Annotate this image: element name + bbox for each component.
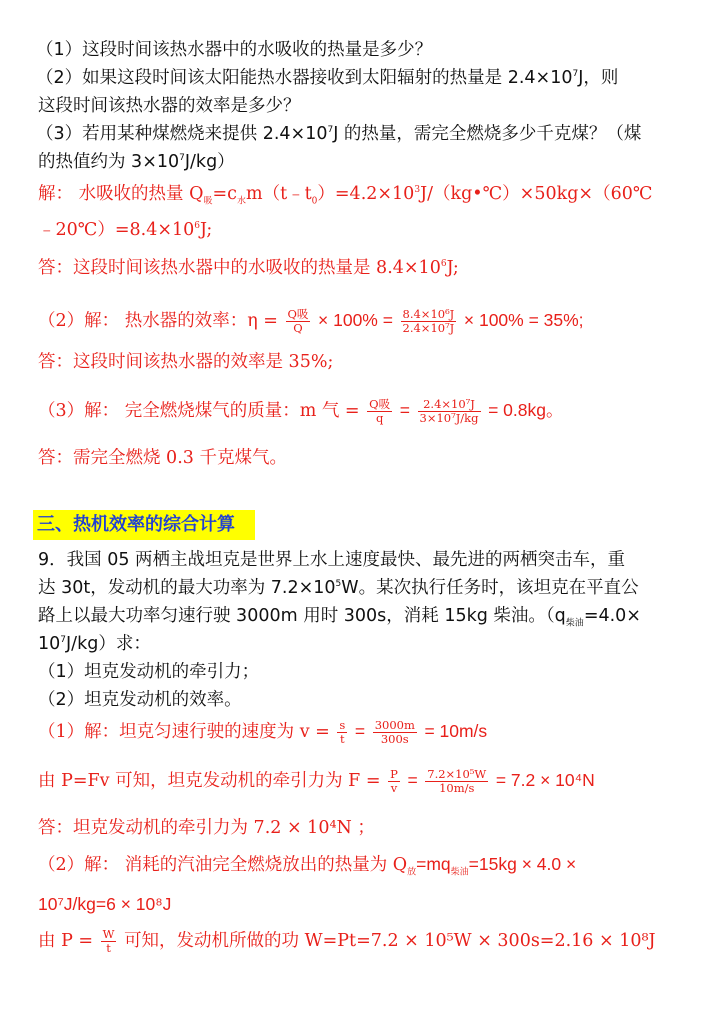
s2-f1-num: Q吸 — [287, 307, 309, 321]
s2-fraction-2 — [401, 308, 457, 335]
a3-text: 答：需完全燃烧 0.3 千克煤气。 — [38, 448, 287, 468]
p9-sub-3: 柴油 — [565, 618, 584, 629]
s3-end: = 0.8kg。 — [488, 400, 564, 420]
tank-solution-3 — [38, 852, 576, 877]
t1-end: = 10m/s — [424, 721, 488, 741]
p9-text-2: 达 30t，发动机的最大功率为 7.2×10 — [38, 578, 336, 598]
t1-fraction-1 — [337, 719, 347, 746]
t2-fraction-1 — [388, 768, 400, 795]
t1-mid: = — [354, 721, 366, 741]
question-1 — [36, 38, 432, 62]
s3-mid: = — [399, 400, 410, 420]
question-2-cont — [38, 94, 301, 118]
section-heading: 三、热机效率的综合计算 — [33, 510, 255, 540]
s1-sub-zero: 0 — [311, 196, 318, 207]
answer-1 — [38, 256, 459, 280]
s3-f2-num: 2.4×10⁷J — [423, 397, 475, 411]
problem-9-question-1 — [38, 660, 259, 684]
t5-text: 10⁷J/kg=6 × 10⁸J — [38, 894, 172, 914]
q2-text-cont: 这段时间该热水器的效率是多少？ — [38, 96, 301, 116]
t4-text: （2）解： 消耗的汽油完全燃烧放出的热量为 Q — [38, 855, 408, 875]
q3-text-end: J 的热量，需完全燃烧多少千克煤？（煤 — [333, 124, 642, 144]
s2-fraction-1 — [286, 308, 311, 335]
p9-q1-text: （1）坦克发动机的牵引力； — [38, 662, 260, 682]
s1-mid3: ）=4.2×10 — [317, 184, 415, 204]
s2-text: （2）解： 热水器的效率：η = — [38, 311, 278, 331]
t4-end: =15kg × 4.0 × — [468, 854, 577, 874]
solution-1-cont — [38, 218, 212, 242]
s2-mid: × 100% = — [318, 310, 393, 330]
t2-text: 由 P=Fv 可知，坦克发动机的牵引力为 F = — [38, 771, 381, 791]
s2-f2-num: 8.4×10⁶J — [402, 307, 455, 321]
q3-cont-text: 的热值约为 3×10 — [38, 152, 180, 172]
p9-text-2-end: W。某次执行任务时，该坦克在平直公 — [341, 578, 639, 598]
p9-exp-4: 7 — [60, 635, 67, 646]
s3-f2-den: 3×10⁷J/kg — [419, 411, 479, 425]
a1-end: J; — [446, 258, 459, 278]
tank-solution-1 — [38, 714, 487, 749]
t1-f1-num: s — [339, 718, 346, 732]
t2-f2-num: 7.2×10⁵W — [427, 767, 487, 781]
q2-exp: 7 — [572, 69, 579, 80]
s1-cont-exp: 6 — [194, 221, 201, 232]
q3-cont-end: J/kg） — [184, 152, 235, 172]
t4-sub-diesel: 柴油 — [450, 867, 469, 878]
t6-fraction — [101, 928, 117, 955]
t2-f1-den: v — [390, 781, 398, 795]
q3-exp: 7 — [327, 125, 334, 136]
p9-text-1: 9．我国 05 两栖主战坦克是世界上水上速度最快、最先进的两栖突击车，重 — [38, 550, 626, 570]
p9-q2-text: （2）坦克发动机的效率。 — [38, 690, 242, 710]
s3-text: （3）解： 完全燃烧煤气的质量：m 气 = — [38, 401, 360, 421]
question-2 — [36, 66, 618, 90]
p9-text-3-end: =4.0× — [583, 606, 641, 626]
q2-text-end: J，则 — [578, 68, 619, 88]
t6-f-num: W — [102, 927, 115, 941]
tank-solution-4 — [38, 924, 656, 958]
s2-f2-den: 2.4×10⁷J — [402, 321, 455, 335]
solution-1 — [38, 182, 652, 206]
s1-cont-end: J; — [200, 220, 213, 240]
a2-text: 答：这段时间该热水器的效率是 35%; — [38, 352, 334, 372]
t4-sub-release: 放 — [407, 867, 417, 878]
q3-text: （3）若用某种煤燃烧来提供 2.4×10 — [36, 124, 328, 144]
t1-fraction-2 — [373, 719, 417, 746]
problem-9-line-4 — [38, 632, 151, 656]
s2-f1-den: Q — [293, 321, 303, 335]
s1-end: J/（kg•℃）×50kg×（60℃ — [420, 184, 653, 204]
t6-text: 由 P = — [38, 931, 94, 951]
answer-2 — [38, 350, 333, 374]
t1-f2-num: 3000m — [374, 718, 415, 732]
t6-f-den: t — [106, 941, 111, 955]
p9-text-4-end: J/kg）求： — [66, 634, 151, 654]
question-3-cont — [38, 150, 235, 174]
s2-end: × 100% = 35%; — [463, 310, 584, 330]
s1-sub-absorb: 吸 — [203, 196, 213, 207]
problem-9-line-2 — [38, 576, 639, 600]
solution-2 — [38, 303, 584, 338]
s3-f1-den: q — [375, 411, 384, 425]
s3-fraction-2 — [418, 398, 481, 425]
s1-exp: 3 — [414, 185, 421, 196]
t2-mid: = — [407, 770, 418, 790]
t2-fraction-2 — [425, 768, 488, 795]
s1-sub-water: 水 — [236, 196, 246, 207]
solution-3 — [38, 393, 564, 428]
t1-f2-den: 300s — [380, 732, 409, 746]
s3-f1-num: Q吸 — [369, 397, 391, 411]
s1-text: 解： 水吸收的热量 Q — [38, 184, 204, 204]
question-1-text: （1）这段时间该热水器中的水吸收的热量是多少？ — [36, 40, 433, 60]
problem-9-line-3 — [38, 604, 641, 628]
t6-end: 可知，发动机所做的功 W=Pt=7.2 × 10⁵W × 300s=2.16 × 10⁸J — [124, 931, 656, 951]
p9-text-3: 路上以最大功率匀速行驶 3000m 用时 300s，消耗 15kg 柴油。（q — [38, 606, 566, 626]
t3-text: 答：坦克发动机的牵引力为 7.2 × 10⁴N ； — [38, 818, 375, 838]
s1-mid2: m（t﹣t — [245, 184, 312, 204]
t2-f2-den: 10m/s — [439, 781, 475, 795]
t2-end: = 7.2 × 10⁴N — [495, 770, 595, 790]
s3-fraction-1 — [367, 398, 392, 425]
t4-mid: =mq — [416, 854, 451, 874]
tank-solution-3-cont — [38, 892, 171, 917]
answer-3 — [38, 446, 287, 470]
tank-solution-2 — [38, 763, 595, 798]
problem-9-question-2 — [38, 688, 242, 712]
a1-exp: 6 — [440, 259, 447, 270]
q2-text: （2）如果这段时间该太阳能热水器接收到太阳辐射的热量是 2.4×10 — [36, 68, 573, 88]
s1-mid: =c — [212, 184, 237, 204]
s1-cont-text: ﹣20℃）=8.4×10 — [38, 220, 195, 240]
q3-cont-exp: 7 — [179, 153, 185, 164]
a1-text: 答：这段时间该热水器中的水吸收的热量是 8.4×10 — [38, 258, 441, 278]
t1-f1-den: t — [340, 732, 345, 746]
question-3 — [36, 122, 641, 146]
problem-9-line-1 — [38, 548, 625, 572]
p9-text-4: 10 — [38, 634, 61, 654]
tank-answer-1 — [38, 816, 375, 840]
t2-f1-num: P — [390, 767, 398, 781]
p9-exp-2: 5 — [335, 579, 342, 590]
t1-text: （1）解：坦克匀速行驶的速度为 v = — [38, 722, 330, 742]
